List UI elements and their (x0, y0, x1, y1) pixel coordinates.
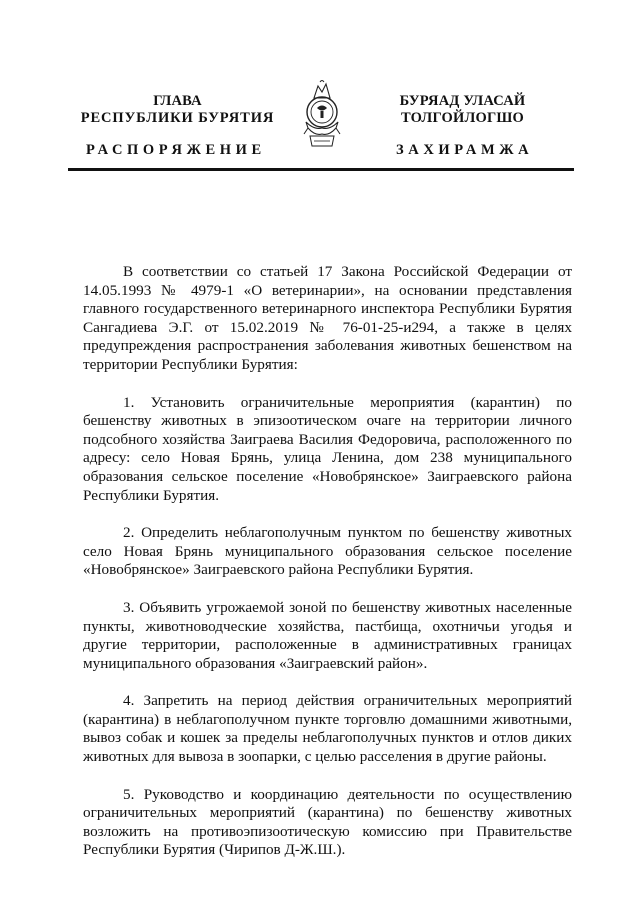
preamble-paragraph: В соответствии со статьей 17 Закона Российской Федерации от 14.05.1993 № 4979-1 «О ветеринарии», на основании представления главного государственного ветеринарного инспектора Республики Бурятия Сангадиева Э.Г. от 15.02.2019 № 76-01-25-и294, а также в целях предупреждения распространения заболевания животных бешенством на территории Республики Бурятия: (83, 263, 572, 373)
header-divider (68, 168, 574, 171)
issuer-header-buryat (355, 93, 570, 127)
document-body (83, 263, 572, 860)
issuer-title-line2: РЕСПУБЛИКИ БУРЯТИЯ (80, 110, 275, 126)
issuer-title-line1: ГЛАВА (153, 93, 202, 109)
document-type-buryat: ЗАХИРАМЖА (396, 142, 534, 158)
issuer-header-russian (70, 93, 285, 127)
document-type-russian: РАСПОРЯЖЕНИЕ (86, 142, 266, 158)
issuer-title-buryat-line1: БУРЯАД УЛАСАЙ (399, 93, 526, 109)
order-item-1: 1. Установить ограничительные мероприятия (карантин) по бешенству животных в эпизоотическом очаге на территории личного подсобного хозяйства Заиграева Василия Федоровича, расположенного по адресу: село Новая Брянь, улица Ленина, дом 238 муниципального образования сельское поселение «Новобрянское» Заиграевского района Республики Бурятия. (83, 393, 572, 504)
order-item-5: 5. Руководство и координацию деятельности по осуществлению ограничительных мероприятий (карантина) по бешенству животных возложить на противоэпизоотическую комиссию при Правительстве Республики Бурятия (Чирипов Д-Ж.Ш.). (83, 785, 572, 859)
order-item-3: 3. Объявить угрожаемой зоной по бешенству животных населенные пункты, животноводческие хозяйства, пастбища, охотничьи угодья и другие территории, расположенные в административных границах муниципального образования «Заиграевский район». (83, 598, 572, 672)
order-item-2: 2. Определить неблагополучным пунктом по бешенству животных село Новая Брянь муниципального образования сельское поселение «Новобрянское» Заиграевского района Республики Бурятия. (83, 524, 572, 579)
republic-coat-of-arms-icon (300, 78, 344, 150)
issuer-title-buryat-line2: ТОЛГОЙЛОГШО (401, 110, 524, 126)
order-item-4: 4. Запретить на период действия ограничительных мероприятий (карантина) в неблагополучном пункте торговлю домашними животными, вывоз собак и кошек за пределы неблагополучных пунктов и отлов диких животных для вывоза в зоопарки, с целью расселения в другие районы. (83, 692, 572, 766)
